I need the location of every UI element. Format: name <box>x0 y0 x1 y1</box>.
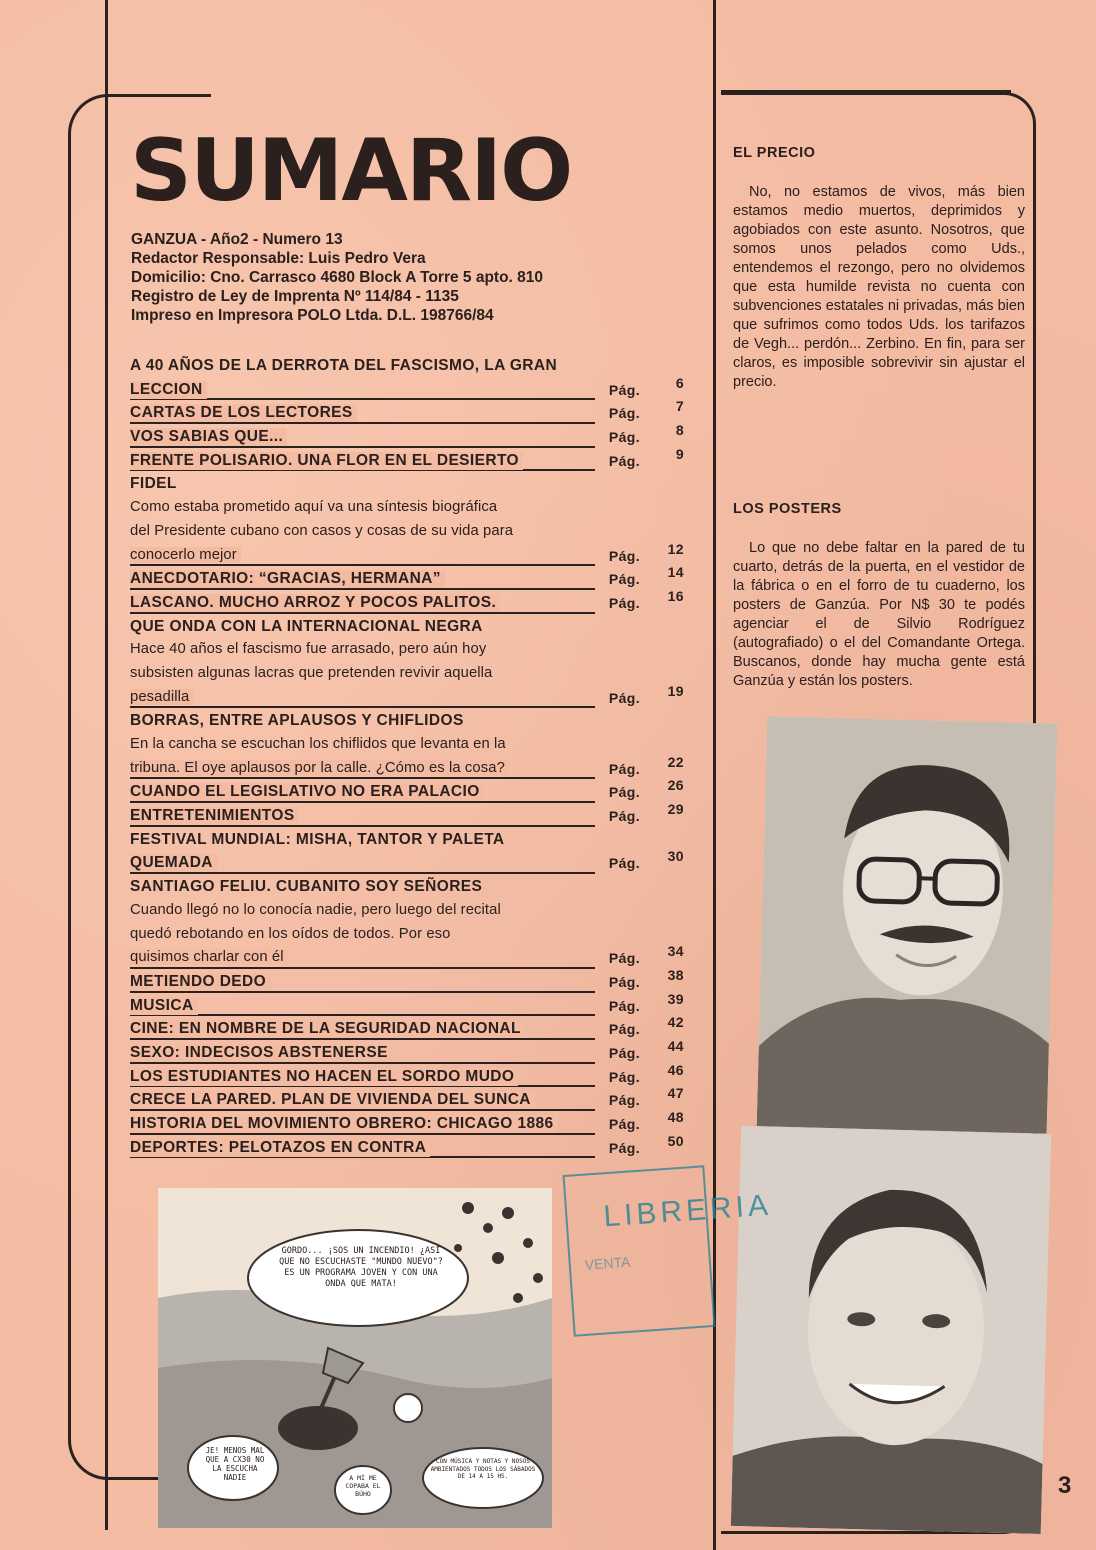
table-of-contents <box>130 357 710 1162</box>
toc-entry-text: conocerlo mejor <box>130 547 241 563</box>
stamp-text-2: VENTA <box>584 1253 631 1273</box>
toc-row <box>130 831 710 855</box>
masthead-line: Registro de Ley de Imprenta Nº 114/84 - 1135 <box>131 288 459 305</box>
toc-row <box>130 1014 710 1044</box>
toc-entry-text: BORRAS, ENTRE APLAUSOS Y CHIFLIDOS <box>130 712 464 730</box>
toc-pag-label: Pág. <box>608 855 640 872</box>
toc-entry-text: SEXO: INDECISOS ABSTENERSE <box>130 1044 392 1062</box>
masthead-line: Redactor Responsable: Luis Pedro Vera <box>131 250 426 267</box>
toc-row <box>130 618 710 642</box>
toc-pag-label: Pág. <box>608 429 640 446</box>
toc-row <box>130 943 710 973</box>
toc-pag-label: Pág. <box>608 950 640 967</box>
toc-pag-label: Pág. <box>608 689 640 706</box>
toc-row <box>130 848 710 878</box>
toc-pag-label: Pág. <box>608 571 640 588</box>
toc-row <box>130 990 710 1021</box>
toc-row <box>130 926 710 950</box>
toc-pag-label: Pág. <box>608 808 640 825</box>
toc-page-number: 29 <box>667 801 684 818</box>
toc-row <box>130 523 710 547</box>
toc-page-number: 12 <box>667 540 684 557</box>
toc-page-number: 9 <box>675 445 684 462</box>
toc-row <box>130 1109 710 1139</box>
toc-page-number: 42 <box>667 1014 684 1031</box>
photo-ortega <box>757 716 1058 1133</box>
toc-page-number: 39 <box>667 990 684 1007</box>
toc-row <box>130 966 710 997</box>
comic-balloon-left: JE! MENOS MAL QUE A CX30 NO LA ESCUCHA NADIE <box>205 1446 265 1482</box>
toc-page-number: 16 <box>667 587 684 604</box>
posters-heading: LOS POSTERS <box>733 501 842 517</box>
toc-pag-label: Pág. <box>608 547 640 564</box>
comic-balloon-right: CON MÚSICA Y NOTAS Y NOSOS AMBIENTADOS TODOS LOS SÁBADOS DE 14 A 15 HS. <box>430 1458 536 1480</box>
toc-row <box>130 1061 710 1092</box>
toc-entry-text: CARTAS DE LOS LECTORES <box>130 404 357 422</box>
toc-entry-text: del Presidente cubano con casos y cosas de su vida para <box>130 522 514 539</box>
toc-row <box>130 682 710 713</box>
precio-section <box>733 144 1025 392</box>
toc-pag-label: Pág. <box>608 760 640 777</box>
toc-leader-line <box>130 564 595 566</box>
masthead-line: Impreso en Impresora POLO Ltda. D.L. 198766/84 <box>131 307 494 324</box>
toc-leader-line <box>130 706 595 708</box>
comic-balloon-mid: A MÍ ME COPABA EL BÚHO <box>345 1474 381 1498</box>
toc-page-number: 30 <box>667 848 684 865</box>
toc-entry-text: subsisten algunas lacras que pretenden revivir aquella <box>130 664 493 681</box>
toc-leader-line <box>130 1014 595 1016</box>
toc-page-number: 6 <box>675 374 684 391</box>
toc-pag-label: Pág. <box>608 784 640 801</box>
toc-entry-text: pesadilla <box>130 689 193 705</box>
posters-body: Lo que no debe faltar en la pared de tu cuarto, detrás de la puerta, en el vestidor de la fábrica o en el forro de tu cuaderno, los posters de Ganzúa. Por N$ 30 te podés agenciar el de Silvio Rodríguez (autografiado) o el del Comandante Ortega. Buscanos, donde hay mucha gente está Ganzúa y están los posters. <box>733 540 1025 689</box>
precio-heading: EL PRECIO <box>733 145 816 161</box>
toc-entry-text: ANECDOTARIO: “GRACIAS, HERMANA” <box>130 570 445 588</box>
toc-pag-label: Pág. <box>608 1068 640 1085</box>
toc-row <box>130 564 710 594</box>
toc-entry-text: LOS ESTUDIANTES NO HACEN EL SORDO MUDO <box>130 1068 518 1086</box>
toc-leader-line <box>130 777 595 779</box>
masthead-line: GANZUA - Año2 - Numero 13 <box>131 231 343 248</box>
toc-pag-label: Pág. <box>608 997 640 1014</box>
toc-pag-label: Pág. <box>608 1092 640 1109</box>
page-number: 3 <box>1058 1472 1072 1499</box>
toc-row <box>130 902 710 926</box>
toc-entry-text: tribuna. El oye aplausos por la calle. ¿Cómo es la cosa? <box>130 760 509 776</box>
toc-entry-text: METIENDO DEDO <box>130 973 270 991</box>
toc-page-number: 14 <box>667 564 684 581</box>
comic-balloon-main: GORDO... ¡SOS UN INCENDIO! ¿ASÍ QUE NO ESCUCHASTE "MUNDO NUEVO"? ES UN PROGRAMA JOVEN Y CON UNA ONDA QUE MATA! <box>279 1246 443 1289</box>
toc-row <box>130 357 710 381</box>
toc-entry-text: Como estaba prometido aquí va una síntesis biográfica <box>130 499 498 516</box>
toc-page-number: 34 <box>667 943 684 960</box>
toc-entry-text: quedó rebotando en los oídos de todos. Por eso <box>130 925 451 942</box>
toc-entry-text: QUE ONDA CON LA INTERNACIONAL NEGRA <box>130 617 483 635</box>
toc-row <box>130 777 710 807</box>
toc-entry-text: CUANDO EL LEGISLATIVO NO ERA PALACIO <box>130 783 484 801</box>
toc-row <box>130 499 710 523</box>
toc-row <box>130 475 710 499</box>
portrait-man-smiling-icon <box>731 1126 1051 1534</box>
toc-page-number: 47 <box>667 1085 684 1102</box>
toc-row <box>130 1132 710 1163</box>
toc-row <box>130 445 710 476</box>
portrait-man-glasses-icon <box>757 716 1058 1133</box>
toc-entry-text: ENTRETENIMIENTOS <box>130 807 299 825</box>
toc-page-number: 8 <box>675 422 684 439</box>
bookstore-stamp <box>563 1165 773 1337</box>
toc-row <box>130 878 710 902</box>
toc-entry-text: CRECE LA PARED. PLAN DE VIVIENDA DEL SUNCA <box>130 1091 535 1109</box>
precio-body: No, no estamos de vivos, más bien estamos medio muertos, deprimidos y agobiados con este asunto. Nosotros, que somos unos pelados como Uds., entendemos el rezongo, pero no olvidemos que esta humilde revista no cuenta con subvenciones estatales ni privadas, más bien que sufrimos como todos Uds. los tarifazos de Vegh... perdón... Zerbino. En fin, para ser claros, es imposible sobrevivir sin ajustar el precio. <box>733 184 1025 390</box>
toc-entry-text: HISTORIA DEL MOVIMIENTO OBRERO: CHICAGO 1886 <box>130 1115 558 1133</box>
toc-pag-label: Pág. <box>608 1044 640 1061</box>
toc-page-number: 7 <box>675 398 684 415</box>
posters-section <box>733 500 1025 691</box>
toc-entry-text: Hace 40 años el fascismo fue arrasado, pero aún hoy <box>130 641 487 658</box>
toc-pag-label: Pág. <box>608 405 640 422</box>
toc-pag-label: Pág. <box>608 381 640 398</box>
toc-row <box>130 1037 710 1068</box>
stamp-text: LIBRERIA <box>602 1188 773 1234</box>
page-title: SUMARIO <box>130 121 572 221</box>
masthead <box>131 230 543 325</box>
toc-entry-text: FIDEL <box>130 475 177 493</box>
photo-silvio <box>731 1126 1051 1534</box>
toc-row <box>130 374 710 405</box>
comic-strip <box>158 1188 552 1528</box>
toc-row <box>130 712 710 736</box>
toc-entry-text: CINE: EN NOMBRE DE LA SEGURIDAD NACIONAL <box>130 1020 525 1038</box>
masthead-line: Domicilio: Cno. Carrasco 4680 Block A Torre 5 apto. 810 <box>131 269 544 286</box>
toc-entry-text: quisimos charlar con él <box>130 949 288 965</box>
toc-row <box>130 753 710 784</box>
toc-entry-text: QUEMADA <box>130 854 217 872</box>
toc-entry-text: En la cancha se escuchan los chiflidos que levanta en la <box>130 736 506 752</box>
toc-row <box>130 398 710 428</box>
toc-entry-text: A 40 AÑOS DE LA DERROTA DEL FASCISMO, LA GRAN <box>130 357 558 374</box>
toc-row <box>130 1085 710 1115</box>
toc-leader-line <box>130 967 595 969</box>
toc-entry-text: LECCION <box>130 381 207 399</box>
toc-row <box>130 540 710 571</box>
toc-entry-text: FESTIVAL MUNDIAL: MISHA, TANTOR Y PALETA <box>130 830 505 848</box>
toc-entry-text: VOS SABIAS QUE... <box>130 428 287 446</box>
toc-pag-label: Pág. <box>608 594 640 611</box>
toc-pag-label: Pág. <box>608 1021 640 1038</box>
toc-pag-label: Pág. <box>608 1116 640 1132</box>
toc-pag-label: Pág. <box>608 452 640 469</box>
toc-entry-text: DEPORTES: PELOTAZOS EN CONTRA <box>130 1139 430 1157</box>
toc-pag-label: Pág. <box>608 973 640 990</box>
toc-page-number: 26 <box>667 777 684 794</box>
toc-page-number: 19 <box>667 682 684 699</box>
toc-entry-text: MUSICA <box>130 997 198 1015</box>
toc-entry-text: Cuando llegó no lo conocía nadie, pero luego del recital <box>130 901 501 918</box>
toc-page-number: 44 <box>667 1037 684 1054</box>
toc-row <box>130 641 710 665</box>
toc-page-number: 46 <box>667 1061 684 1078</box>
toc-page-number: 22 <box>667 753 684 770</box>
toc-page-number: 38 <box>667 966 684 983</box>
toc-entry-text: FRENTE POLISARIO. UNA FLOR EN EL DESIERTO <box>130 452 523 470</box>
toc-row <box>130 422 710 452</box>
toc-page-number: 48 <box>667 1109 684 1125</box>
toc-entry-text: SANTIAGO FELIU. CUBANITO SOY SEÑORES <box>130 878 483 896</box>
toc-entry-text: LASCANO. MUCHO ARROZ Y POCOS PALITOS. <box>130 594 500 612</box>
toc-page-number: 50 <box>667 1132 684 1149</box>
toc-row <box>130 801 710 831</box>
toc-row <box>130 587 710 618</box>
toc-row <box>130 736 710 760</box>
toc-pag-label: Pág. <box>608 1139 640 1156</box>
toc-row <box>130 665 710 689</box>
